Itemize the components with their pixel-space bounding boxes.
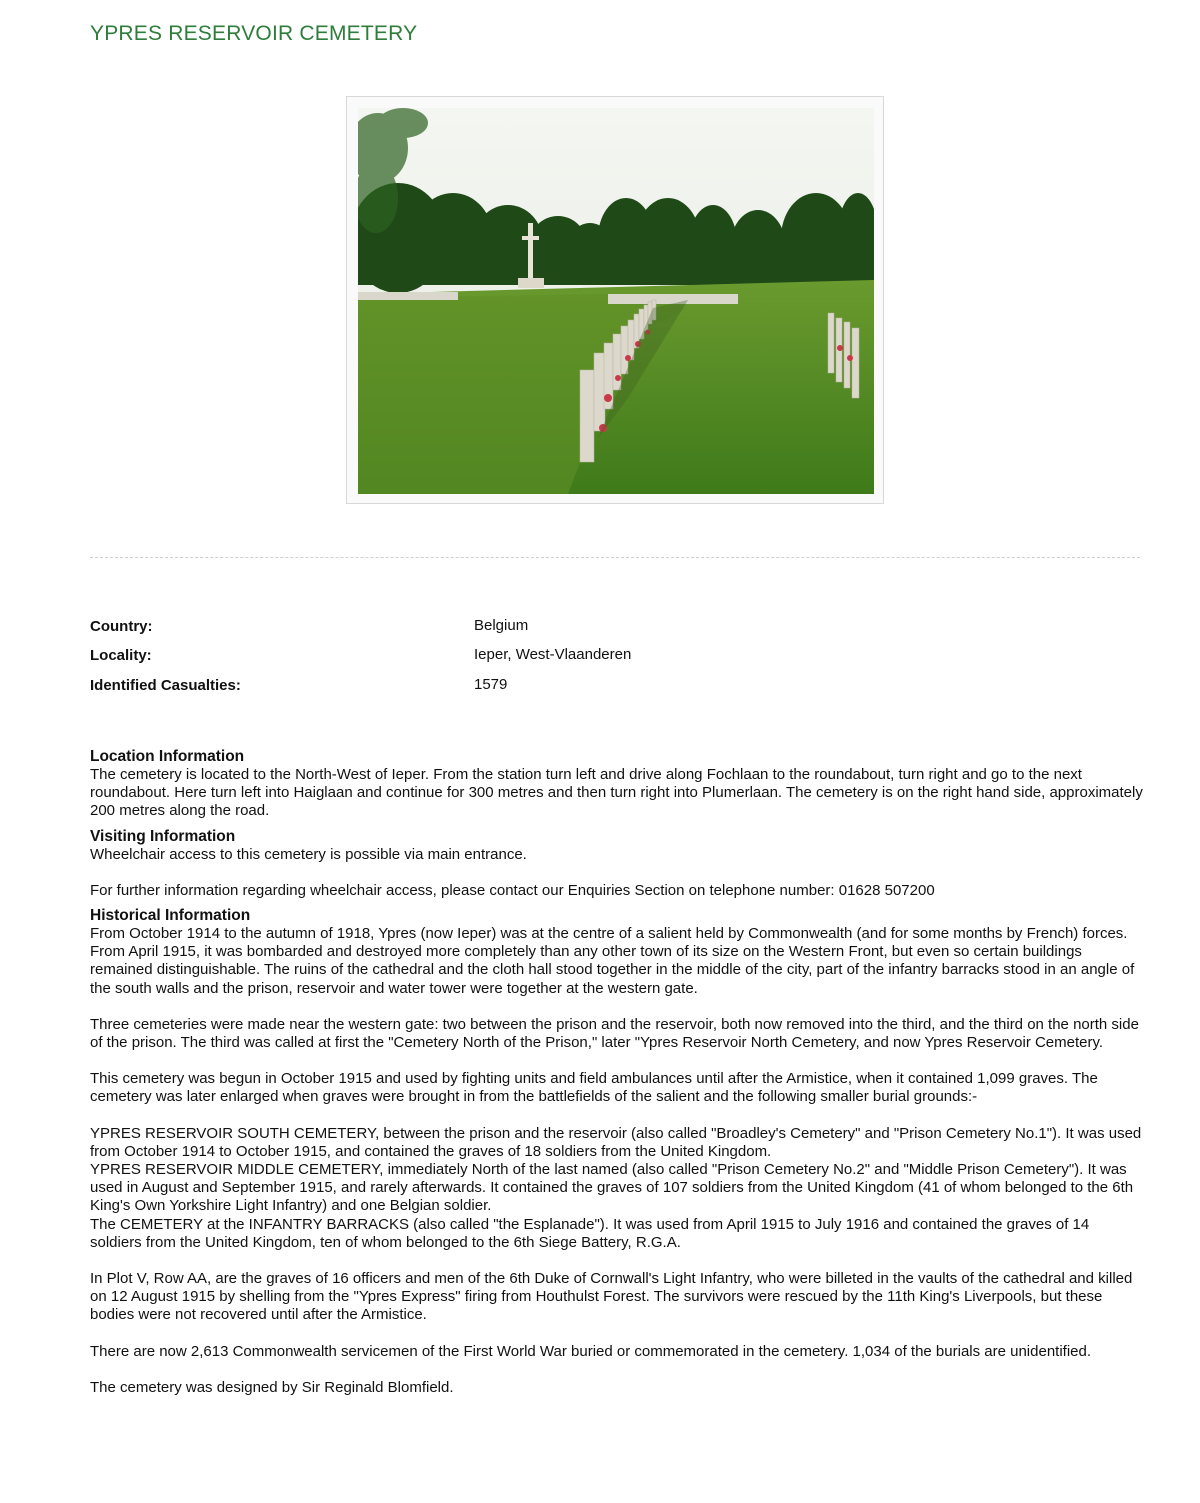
cemetery-photo	[346, 96, 884, 504]
historical-paragraph: From October 1914 to the autumn of 1918, Ypres (now Ieper) was at the centre of a salient held by Commonwealth (and for some months by French) forces. From April 1915, it was bombarded and destroyed more completely than any other town of its size on the Western Front, but even so certain buildings remained distinguishable. The ruins of the cathedral and the cloth hall stood together in the middle of the city, part of the infantry barracks stood in an angle of the south walls and the prison, reservoir and water tower were together at the western gate.	[90, 925, 1135, 997]
concentration-item: YPRES RESERVOIR SOUTH CEMETERY, between the prison and the reservoir (also called "Broadley's Cemetery" and "Prison Cemetery No.1"). It was used from October 1914 to October 1915, and contained the graves of 18 soldiers from the United Kingdom.	[90, 1124, 1142, 1160]
historical-paragraph: This cemetery was begun in October 1915 and used by fighting units and field ambulances until after the Armistice, when it contained 1,099 graves. The cemetery was later enlarged when graves were brought in from the battlefields of the salient and the following smaller burial grounds:-	[90, 1070, 1098, 1106]
location-text: The cemetery is located to the North-West of Ieper. From the station turn left and drive along Fochlaan to the roundabout, turn right and go to the next roundabout. Here turn left into Haiglaan and continue for 300 metres and then turn right into Plumerlaan. The cemetery is on the right hand side, approximately 200 metres along the road.	[90, 766, 1143, 820]
casualties-label: Identified Casualties:	[90, 677, 241, 694]
country-label: Country:	[90, 618, 153, 635]
concentration-item: The CEMETERY at the INFANTRY BARRACKS (also called "the Esplanade"). It was used from April 1915 to July 1916 and contained the graves of 14 soldiers from the United Kingdom, ten of whom belonged to the 6th Siege Battery, R.G.A.	[90, 1215, 1090, 1251]
visiting-heading: Visiting Information	[90, 827, 236, 845]
locality-label: Locality:	[90, 647, 152, 664]
historical-paragraph: In Plot V, Row AA, are the graves of 16 officers and men of the 6th Duke of Cornwall's Light Infantry, who were billeted in the vaults of the cathedral and killed on 12 August 1915 by shelling from the "Ypres Express" firing from Houthulst Forest. The survivors were rescued by the 11th King's Liverpools, but these bodies were not recovered until after the Armistice.	[90, 1270, 1133, 1324]
designer-text: The cemetery was designed by Sir Reginald Blomfield.	[90, 1378, 454, 1396]
cemetery-photo-image	[358, 108, 874, 494]
country-value: Belgium	[474, 617, 529, 634]
concentration-item: YPRES RESERVOIR MIDDLE CEMETERY, immediately North of the last named (also called "Prison Cemetery No.2" and "Middle Prison Cemetery"). It was used in August and September 1915, and rarely afterwards. It contained the graves of 107 soldiers from the United Kingdom (41 of whom belonged to the 6th King's Own Yorkshire Light Infantry) and one Belgian soldier.	[90, 1161, 1134, 1215]
visiting-text: Wheelchair access to this cemetery is possible via main entrance.	[90, 845, 527, 863]
location-heading: Location Information	[90, 748, 245, 765]
visiting-contact-text: For further information regarding wheelchair access, please contact our Enquiries Section on telephone number: 01628 507200	[90, 881, 935, 899]
historical-paragraph: Three cemeteries were made near the western gate: two between the prison and the reservoir, both now removed into the third, and the third on the north side of the prison. The third was called at first the "Cemetery North of the Prison," later "Ypres Reservoir North Cemetery, and now Ypres Reservoir Cemetery.	[90, 1015, 1139, 1052]
historical-heading: Historical Information	[90, 907, 251, 925]
locality-value: Ieper, West-Vlaanderen	[474, 646, 632, 663]
historical-paragraph: There are now 2,613 Commonwealth servicemen of the First World War buried or commemorated in the cemetery. 1,034 of the burials are unidentified.	[90, 1342, 1092, 1360]
dashed-divider	[90, 557, 1140, 558]
page-title: YPRES RESERVOIR CEMETERY	[90, 22, 418, 45]
casualties-value: 1579	[474, 676, 508, 693]
cemetery-information	[90, 747, 1145, 1397]
